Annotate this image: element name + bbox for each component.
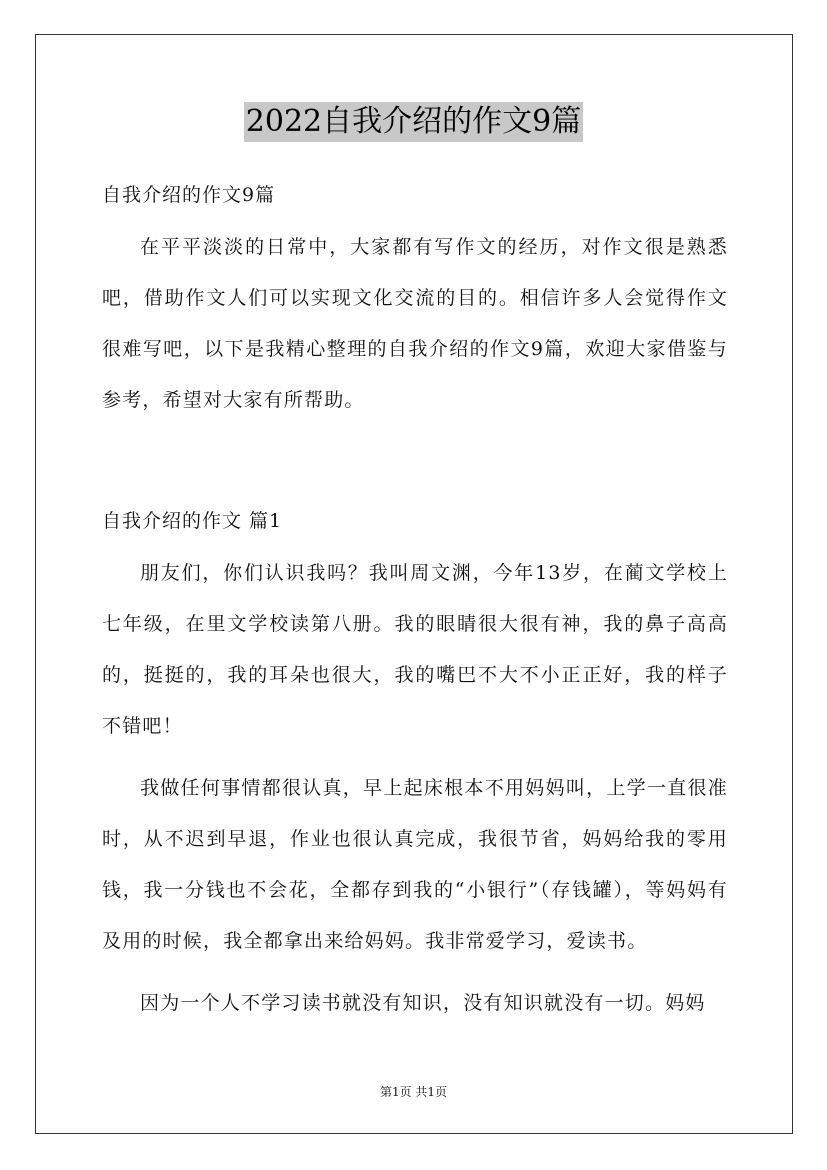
body-paragraph-1: 朋友们，你们认识我吗？我叫周文渊，今年13岁，在蔺文学校上七年级，在里文学校读第八册。我的眼睛很大很有神，我的鼻子高高的，挺挺的，我的耳朵也很大，我的嘴巴不大不小正正好，我的样子不错吧！ bbox=[102, 562, 728, 737]
document-title: 2022自我介绍的作文9篇 bbox=[244, 102, 583, 142]
section-heading: 自我介绍的作文 篇1 bbox=[102, 510, 283, 532]
subtitle: 自我介绍的作文9篇 bbox=[102, 184, 276, 206]
intro-paragraph: 在平平淡淡的日常中，大家都有写作文的经历，对作文很是熟悉吧，借助作文人们可以实现文化交流的目的。相信许多人会觉得作文很难写吧，以下是我精心整理的自我介绍的作文9篇，欢迎大家借鉴与参考，希望对大家有所帮助。 bbox=[102, 236, 728, 411]
body-paragraph-2: 我做任何事情都很认真，早上起床根本不用妈妈叫，上学一直很准时，从不迟到早退，作业也很认真完成，我很节省，妈妈给我的零用钱，我一分钱也不会花，全都存到我的“小银行”（存钱罐），等妈妈有及用的时候，我全都拿出来给妈妈。我非常爱学习，爱读书。 bbox=[102, 777, 728, 952]
page-footer: 第1页 共1页 bbox=[379, 1085, 448, 1099]
body-paragraph-3: 因为一个人不学习读书就没有知识，没有知识就没有一切。妈妈 bbox=[140, 992, 706, 1014]
title-container bbox=[0, 102, 827, 142]
